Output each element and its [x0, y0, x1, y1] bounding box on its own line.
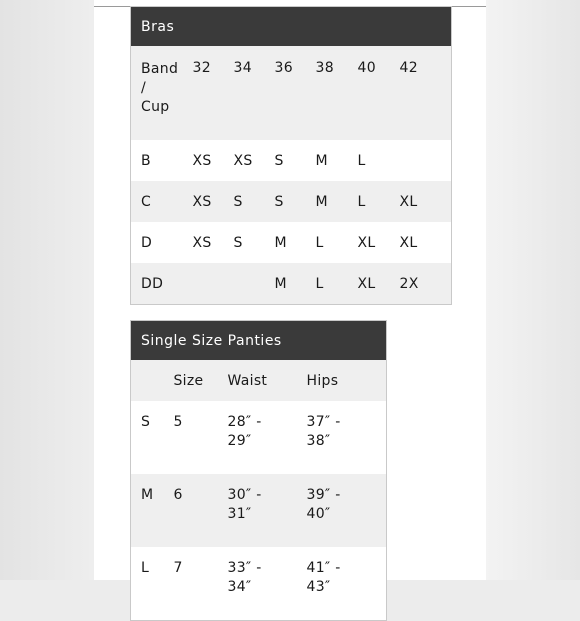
size-chart-page: [94, 0, 486, 595]
hips-range: 37″ - 38″: [307, 401, 387, 474]
table-cell: [234, 263, 275, 305]
size-header: Size: [174, 360, 228, 401]
table-cell: XL: [400, 222, 452, 263]
table-row: [131, 181, 452, 222]
background-left: [0, 0, 94, 580]
table-cell: XL: [400, 181, 452, 222]
table-cell: XS: [193, 140, 234, 181]
table-cell: S: [275, 181, 316, 222]
table-cell: L: [316, 222, 358, 263]
bras-table-title: Bras: [131, 7, 452, 47]
waist-header: Waist: [228, 360, 307, 401]
band-header: 40: [358, 46, 400, 140]
hips-header: Hips: [307, 360, 387, 401]
table-cell: L: [316, 263, 358, 305]
cup-label: C: [131, 181, 193, 222]
waist-range: 30″ - 31″: [228, 474, 307, 547]
table-cell: XS: [193, 222, 234, 263]
panties-size-table: [130, 320, 387, 621]
bras-header-row: [131, 46, 452, 140]
table-cell: M: [316, 181, 358, 222]
table-cell: XL: [358, 263, 400, 305]
band-header: 32: [193, 46, 234, 140]
table-cell: S: [275, 140, 316, 181]
table-cell: M: [275, 222, 316, 263]
band-header: 42: [400, 46, 452, 140]
table-cell: M: [316, 140, 358, 181]
panties-table-title: Single Size Panties: [131, 321, 387, 361]
panties-header-row: [131, 360, 387, 401]
table-cell: S: [234, 222, 275, 263]
band-header: 34: [234, 46, 275, 140]
table-cell: XL: [358, 222, 400, 263]
table-row: [131, 263, 452, 305]
background-right: [486, 0, 580, 580]
cup-label: B: [131, 140, 193, 181]
band-header: 38: [316, 46, 358, 140]
table-cell: XS: [234, 140, 275, 181]
size-number: 7: [174, 547, 228, 621]
table-row: [131, 222, 452, 263]
table-row: [131, 401, 387, 474]
bras-size-table: [130, 6, 452, 305]
size-label: L: [131, 547, 174, 621]
size-number: 6: [174, 474, 228, 547]
waist-range: 28″ - 29″: [228, 401, 307, 474]
hips-range: 39″ - 40″: [307, 474, 387, 547]
table-cell: XS: [193, 181, 234, 222]
table-cell: M: [275, 263, 316, 305]
cup-label: D: [131, 222, 193, 263]
table-row: [131, 547, 387, 621]
table-row: [131, 140, 452, 181]
size-label: M: [131, 474, 174, 547]
table-cell: [193, 263, 234, 305]
size-label: S: [131, 401, 174, 474]
waist-range: 33″ - 34″: [228, 547, 307, 621]
band-cup-header: Band / Cup: [131, 46, 193, 140]
table-cell: [400, 140, 452, 181]
size-number: 5: [174, 401, 228, 474]
table-row: [131, 474, 387, 547]
cup-label: DD: [131, 263, 193, 305]
hips-range: 41″ - 43″: [307, 547, 387, 621]
table-cell: S: [234, 181, 275, 222]
table-cell: L: [358, 140, 400, 181]
band-header: 36: [275, 46, 316, 140]
size-label-header: [131, 360, 174, 401]
table-cell: 2X: [400, 263, 452, 305]
table-cell: L: [358, 181, 400, 222]
